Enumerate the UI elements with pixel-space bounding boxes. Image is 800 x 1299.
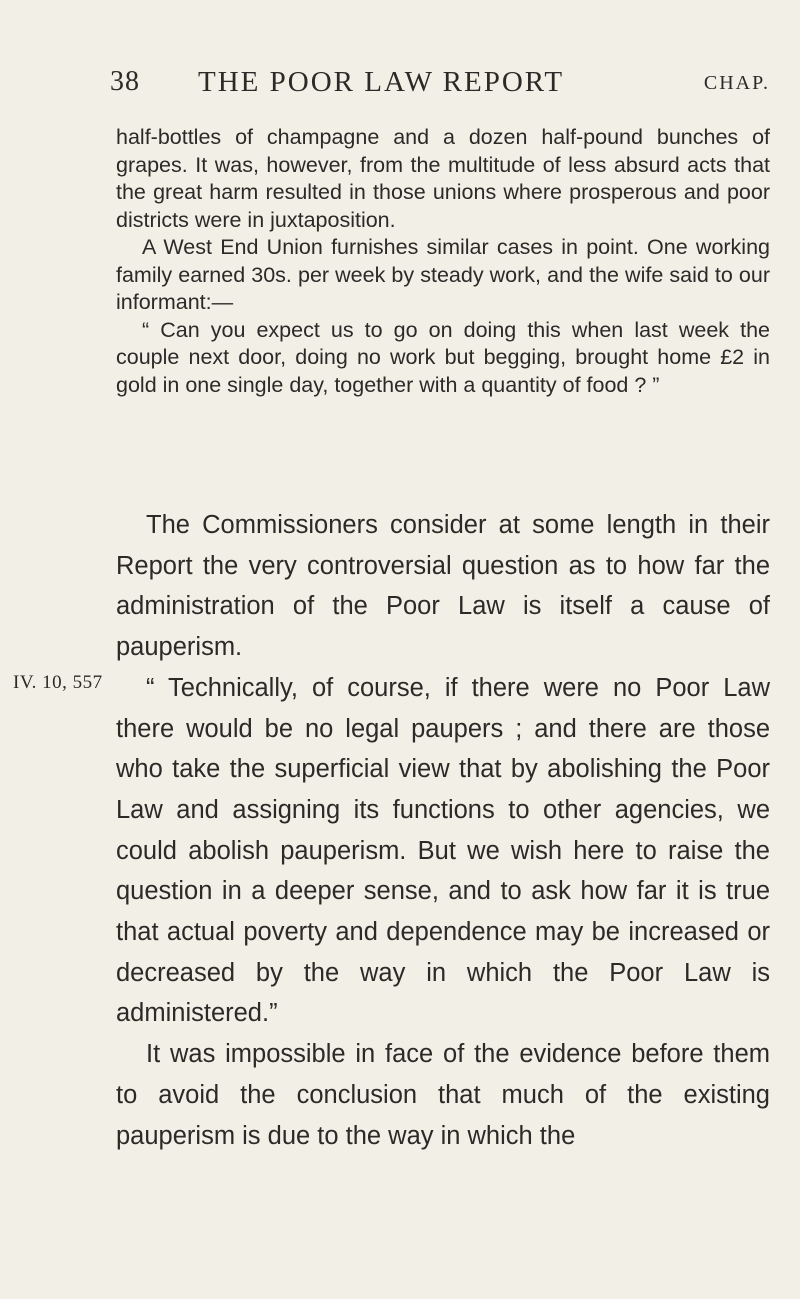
- page-number: 38: [110, 66, 140, 97]
- margin-reference: IV. 10, 557: [13, 672, 103, 693]
- running-header: [110, 66, 770, 106]
- quoted-paragraph-2: A West End Union furnishes similar cases in point. One working family earned 30s. per week by steady work, and the wife said to our informant:—: [116, 235, 770, 314]
- quoted-paragraph-3: “ Can you expect us to go on doing this when last week the couple next door, doing no work but begging, brought home £2 in gold in one single day, together with a quantity of food ? ”: [116, 317, 770, 397]
- main-paragraph-3: It was impossible in face of the evidence before them to avoid the conclusion that much of the existing pauperism is due to the way in which the: [116, 1040, 770, 1150]
- main-paragraph-2: “ Technically, of course, if there were no Poor Law there would be no legal paupers ; and there are those who take the superficial view that by abolishing the Poor Law and assigning its functions to other agencies, we could abolish pauperism. But we wish here to raise the question in a deeper sense, and to ask how far it is true that actual poverty and dependence may be increased or decreased by the way in which the Poor Law is administered.”: [116, 673, 770, 1028]
- quoted-paragraph-1: half-bottles of champagne and a dozen half-pound bunches of grapes. It was, however, from the multitude of less absurd acts that the great harm resulted in those unions where prosperous and poor districts were in juxtaposition.: [116, 125, 770, 232]
- chapter-label: CHAP.: [703, 72, 770, 94]
- quoted-passage: [116, 124, 770, 399]
- main-paragraph-1: The Commissioners consider at some length in their Report the very controversial question as to how far the administration of the Poor Law is itself a cause of pauperism.: [116, 511, 770, 662]
- main-text: [116, 505, 770, 1156]
- running-title: THE POOR LAW REPORT: [198, 66, 565, 98]
